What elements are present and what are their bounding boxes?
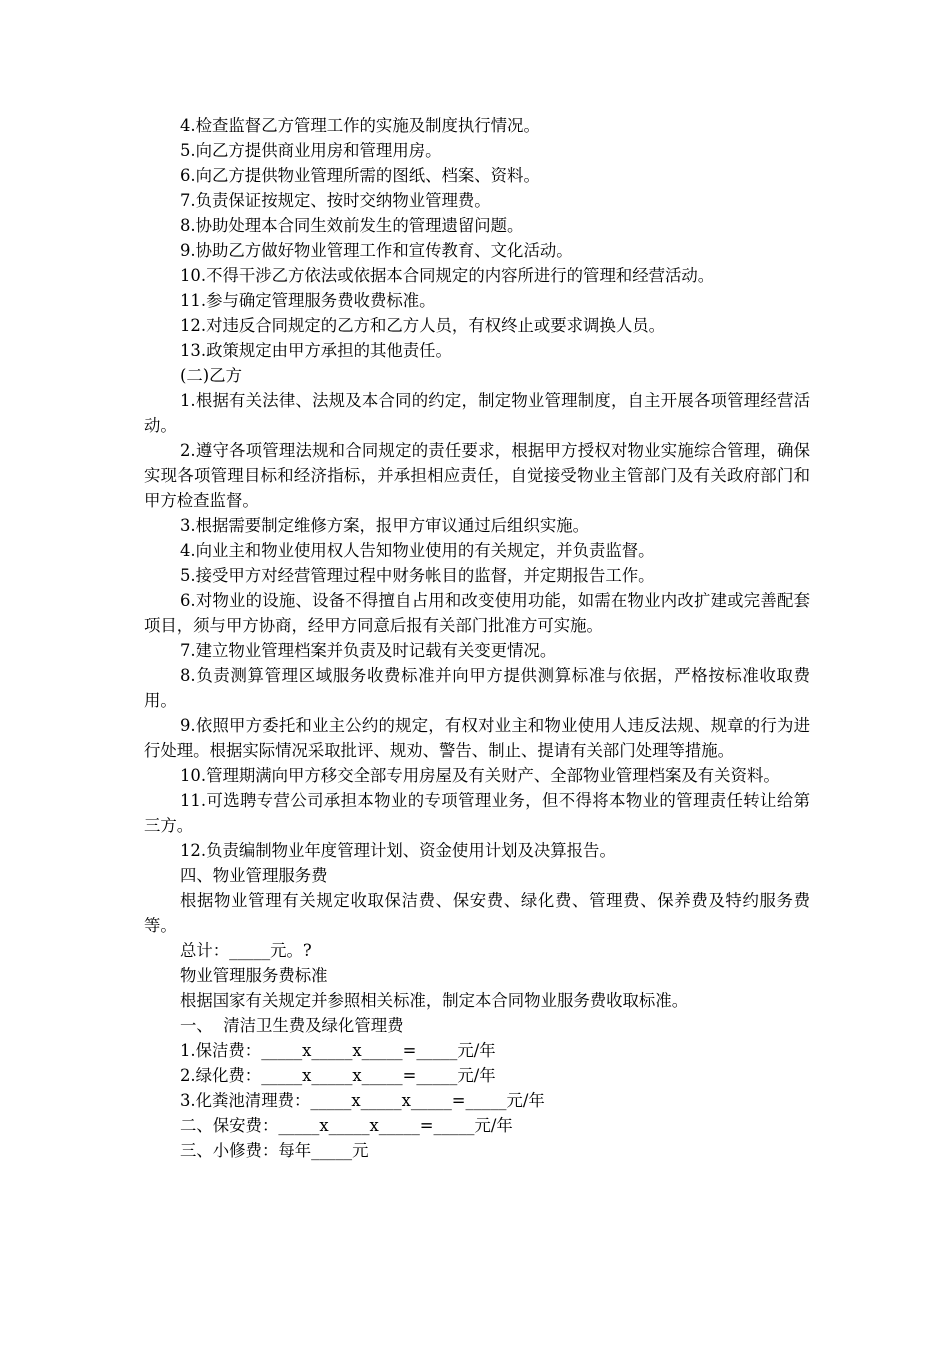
fee-line: 三、小修费：每年_____元 bbox=[180, 1141, 369, 1160]
section-heading: (二)乙方 bbox=[180, 366, 242, 385]
paragraph: 4.检查监督乙方管理工作的实施及制度执行情况。 bbox=[180, 116, 540, 135]
paragraph: 12.负责编制物业年度管理计划、资金使用计划及决算报告。 bbox=[180, 841, 616, 860]
paragraph: 12.对违反合同规定的乙方和乙方人员，有权终止或要求调换人员。 bbox=[180, 316, 666, 335]
paragraph: 7.负责保证按规定、按时交纳物业管理费。 bbox=[180, 191, 491, 210]
paragraph: 7.建立物业管理档案并负责及时记载有关变更情况。 bbox=[180, 641, 557, 660]
paragraph: 1.根据有关法律、法规及本合同的约定，制定物业管理制度，自主开展各项管理经营活动。 bbox=[144, 391, 810, 435]
paragraph: 11.参与确定管理服务费收费标准。 bbox=[180, 291, 436, 310]
paragraph: 6.向乙方提供物业管理所需的图纸、档案、资料。 bbox=[180, 166, 540, 185]
paragraph: 5.接受甲方对经营管理过程中财务帐目的监督，并定期报告工作。 bbox=[180, 566, 655, 585]
paragraph: 根据国家有关规定并参照相关标准，制定本合同物业服务费收取标准。 bbox=[180, 991, 689, 1010]
paragraph: 3.根据需要制定维修方案，报甲方审议通过后组织实施。 bbox=[180, 516, 590, 535]
fee-line: 二、保安费：_____x_____x_____=_____元/年 bbox=[180, 1116, 513, 1135]
fee-line: 1.保洁费：_____x_____x_____=_____元/年 bbox=[180, 1041, 496, 1060]
paragraph: 10.不得干涉乙方依法或依据本合同规定的内容所进行的管理和经营活动。 bbox=[180, 266, 715, 285]
total-line: 总计：_____元。? bbox=[180, 941, 312, 960]
section-heading: 一、 清洁卫生费及绿化管理费 bbox=[180, 1016, 404, 1035]
fee-line: 3.化粪池清理费：_____x_____x_____=_____元/年 bbox=[180, 1091, 545, 1110]
paragraph: 2.遵守各项管理法规和合同规定的责任要求，根据甲方授权对物业实施综合管理，确保实现各项管理目标和经济指标，并承担相应责任，自觉接受物业主管部门及有关政府部门和甲方检查监督。 bbox=[144, 441, 810, 510]
paragraph: 5.向乙方提供商业用房和管理用房。 bbox=[180, 141, 442, 160]
paragraph: 10.管理期满向甲方移交全部专用房屋及有关财产、全部物业管理档案及有关资料。 bbox=[180, 766, 780, 785]
paragraph: 8.负责测算管理区域服务收费标准并向甲方提供测算标准与依据，严格按标准收取费用。 bbox=[144, 666, 810, 710]
fee-line: 2.绿化费：_____x_____x_____=_____元/年 bbox=[180, 1066, 496, 1085]
paragraph: 13.政策规定由甲方承担的其他责任。 bbox=[180, 341, 452, 360]
paragraph: 6.对物业的设施、设备不得擅自占用和改变使用功能，如需在物业内改扩建或完善配套项目，须与甲方协商，经甲方同意后报有关部门批准方可实施。 bbox=[144, 591, 810, 635]
paragraph: 4.向业主和物业使用权人告知物业使用的有关规定，并负责监督。 bbox=[180, 541, 655, 560]
paragraph: 8.协助处理本合同生效前发生的管理遗留问题。 bbox=[180, 216, 524, 235]
paragraph: 9.协助乙方做好物业管理工作和宣传教育、文化活动。 bbox=[180, 241, 573, 260]
paragraph: 根据物业管理有关规定收取保洁费、保安费、绿化费、管理费、保养费及特约服务费等。 bbox=[144, 891, 810, 935]
paragraph: 11.可选聘专营公司承担本物业的专项管理业务，但不得将本物业的管理责任转让给第三方。 bbox=[144, 791, 810, 835]
section-heading: 物业管理服务费标准 bbox=[180, 966, 328, 985]
paragraph: 9.依照甲方委托和业主公约的规定，有权对业主和物业使用人违反法规、规章的行为进行处理。根据实际情况采取批评、规劝、警告、制止、提请有关部门处理等措施。 bbox=[144, 716, 810, 760]
document-body bbox=[144, 113, 810, 1163]
section-heading: 四、物业管理服务费 bbox=[180, 866, 328, 885]
